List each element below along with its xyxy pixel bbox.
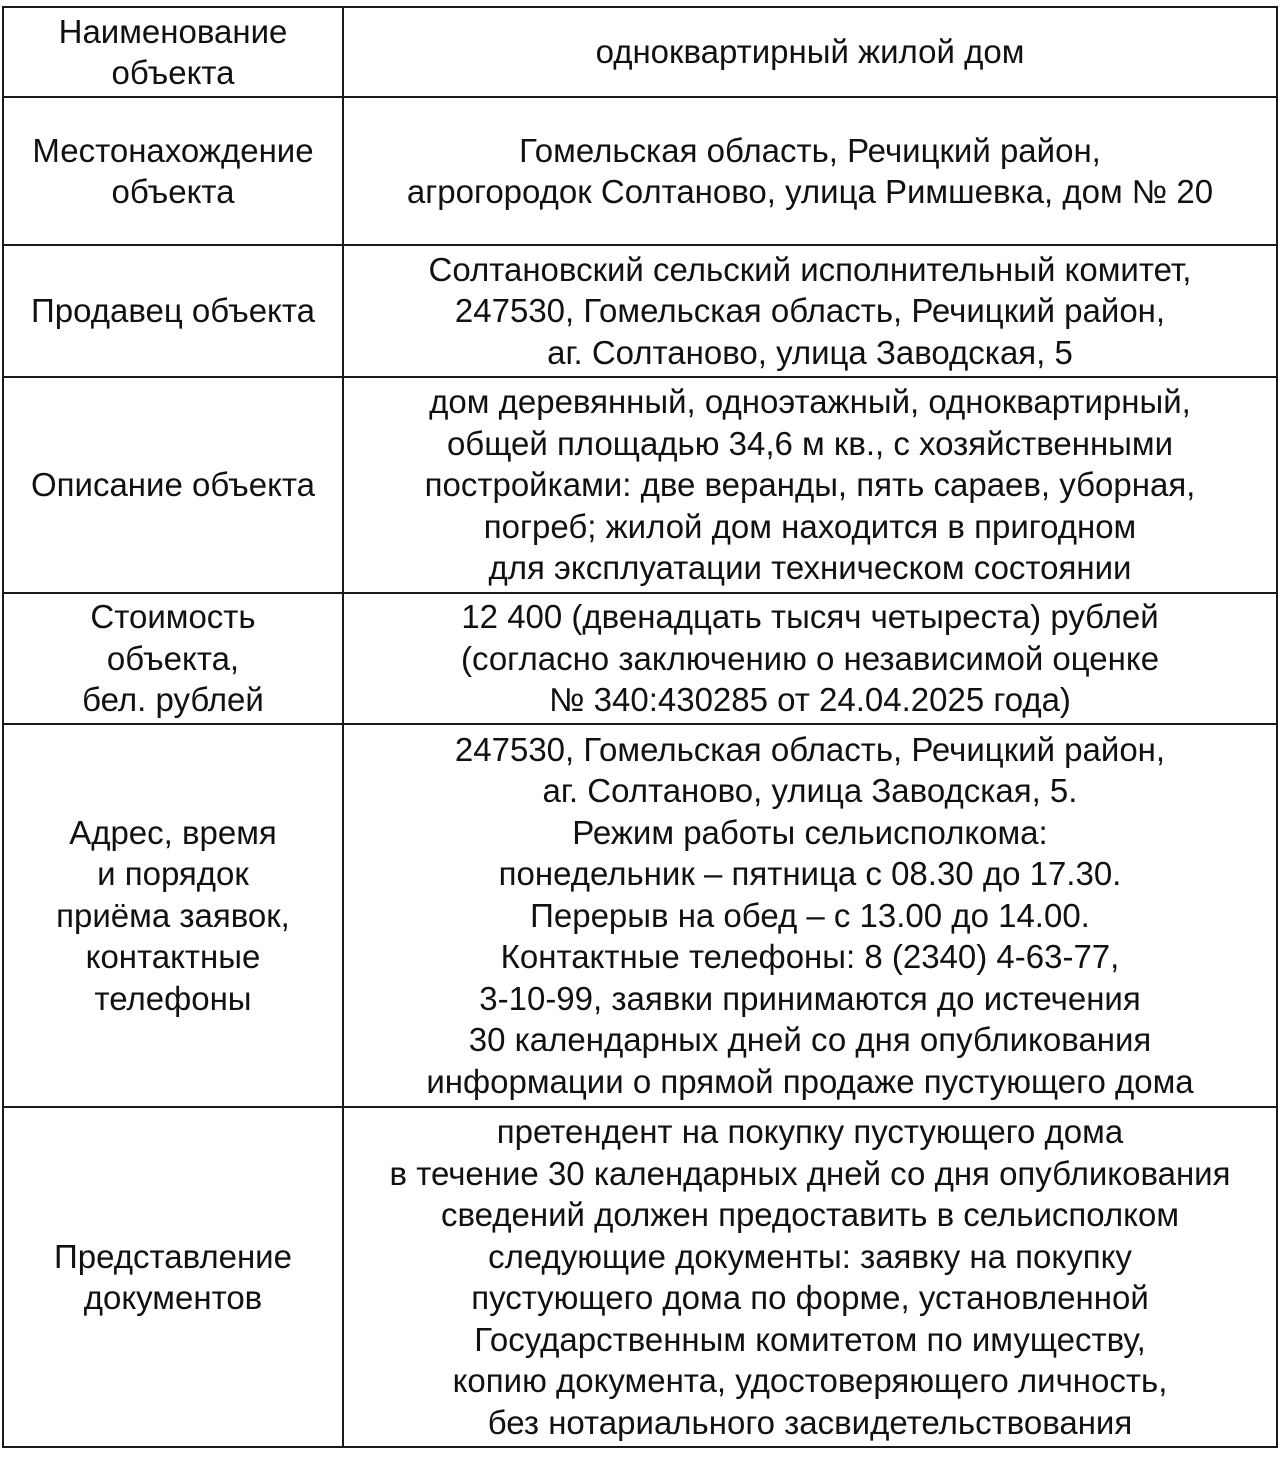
value-line: Солтановский сельский исполнительный комитет, [428, 250, 1192, 288]
label-line: объекта [111, 173, 235, 210]
label-line: Стоимость [90, 598, 256, 636]
table-row-cost [3, 593, 1277, 724]
value-line: без нотариального засвидетельствования [487, 1403, 1133, 1441]
value-line: дом деревянный, одноэтажный, одноквартирный, [429, 383, 1191, 421]
value-line: претендент на покупку пустующего дома [496, 1113, 1124, 1150]
value-line: понедельник – пятница с 08.30 до 17.30. [498, 855, 1122, 893]
label-line: документов [83, 1279, 263, 1316]
row-label-location [3, 97, 343, 245]
table-row-contacts [3, 724, 1277, 1107]
value-line: Перерыв на обед – с 13.00 до 14.00. [530, 896, 1090, 934]
value-line: 12 400 (двенадцать тысяч четыреста) рублей [461, 598, 1159, 636]
value-line: 30 календарных дней со дня опубликования [468, 1021, 1152, 1059]
table-row-description [3, 377, 1277, 593]
value-line: сведений должен предоставить в сельисполком [440, 1196, 1180, 1233]
value-line: общей площадью 34,6 м кв., с хозяйственными [446, 424, 1174, 462]
row-value-description [343, 377, 1277, 593]
label-line: Продавец объекта [31, 292, 315, 330]
value-line: аг. Солтаново, улица Заводская, 5 [547, 333, 1073, 371]
property-sale-notice-table [2, 6, 1278, 1448]
label-line: контактные [85, 938, 261, 976]
row-label-seller [3, 245, 343, 377]
value-line: (согласно заключению о независимой оценке [460, 639, 1160, 677]
value-line: копию документа, удостоверяющего личность, [452, 1362, 1168, 1399]
value-line: для эксплуатации техническом состоянии [488, 549, 1132, 587]
label-line: приёма заявок, [56, 896, 290, 934]
value-line: 247530, Гомельская область, Речицкий район, [454, 730, 1166, 768]
value-line: в течение 30 календарных дней со дня опубликования [389, 1154, 1231, 1192]
label-line: объекта [111, 54, 235, 91]
label-line: Наименование [58, 12, 288, 50]
row-value-location [343, 97, 1277, 245]
value-line: информации о прямой продаже пустующего дома [426, 1062, 1194, 1100]
row-value-object-name [343, 7, 1277, 97]
value-line: пустующего дома по форме, установленной [471, 1279, 1149, 1316]
row-label-object-name [3, 7, 343, 97]
table-row-documents [3, 1107, 1277, 1447]
table-row-seller [3, 245, 1277, 377]
row-label-description [3, 377, 343, 593]
label-line: Описание объекта [30, 466, 316, 504]
value-line: 247530, Гомельская область, Речицкий район, [454, 292, 1166, 330]
table-row-object-name [3, 7, 1277, 97]
value-line: агрогородок Солтаново, улица Римшевка, дом № 20 [406, 173, 1214, 210]
value-line: Государственным комитетом по имуществу, [474, 1320, 1146, 1358]
label-line: бел. рублей [82, 681, 264, 719]
value-line: погреб; жилой дом находится в пригодном [483, 507, 1137, 545]
label-line: телефоны [94, 979, 252, 1017]
value-line: № 340:430285 от 24.04.2025 года) [549, 681, 1071, 719]
row-value-cost [343, 593, 1277, 724]
row-value-contacts [343, 724, 1277, 1107]
label-line: Местонахождение [32, 131, 314, 169]
value-line: следующие документы: заявку на покупку [488, 1237, 1132, 1275]
row-label-cost [3, 593, 343, 724]
label-line: Представление [54, 1237, 292, 1275]
value-line: 3-10-99, заявки принимаются до истечения [479, 979, 1141, 1017]
label-line: объекта, [106, 639, 240, 677]
row-label-contacts [3, 724, 343, 1107]
label-line: Адрес, время [69, 813, 277, 851]
label-line: и порядок [97, 855, 249, 893]
value-line: постройками: две веранды, пять сараев, уборная, [424, 466, 1196, 504]
value-line: Контактные телефоны: 8 (2340) 4-63-77, [500, 938, 1120, 976]
value-line: Режим работы сельисполкома: [572, 813, 1048, 851]
row-label-documents [3, 1107, 343, 1447]
value-line: аг. Солтаново, улица Заводская, 5. [542, 772, 1078, 810]
value-line: одноквартирный жилой дом [595, 33, 1025, 71]
row-value-seller [343, 245, 1277, 377]
table-row-location [3, 97, 1277, 245]
row-value-documents [343, 1107, 1277, 1447]
value-line: Гомельская область, Речицкий район, [519, 131, 1101, 169]
